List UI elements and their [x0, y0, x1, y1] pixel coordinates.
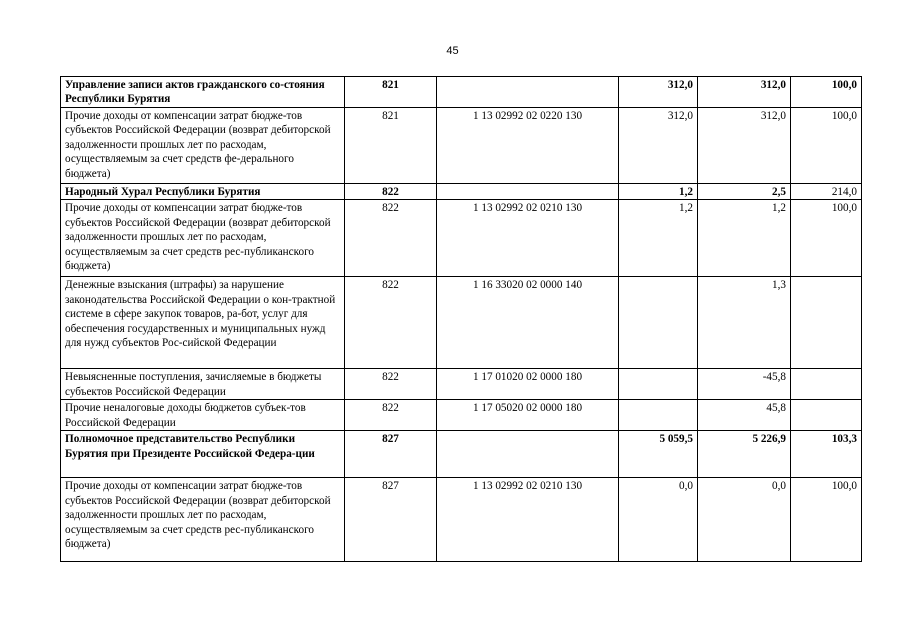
row-plan: 1,2 — [619, 200, 698, 277]
row-plan: 5 059,5 — [619, 431, 698, 478]
table-row — [61, 77, 862, 108]
row-budget-code: 1 16 33020 02 0000 140 — [437, 277, 619, 369]
row-plan — [619, 277, 698, 369]
row-name: Прочие доходы от компенсации затрат бюдже-тов субъектов Российской Федерации (возврат дебиторской задолженности прошлых лет по расходам, осуществляемым за счет средств фе-дерального бюджета) — [61, 108, 345, 184]
row-execution: 1,2 — [698, 200, 791, 277]
row-admin-code: 821 — [345, 77, 437, 108]
row-name: Денежные взыскания (штрафы) за нарушение законодательства Российской Федерации о кон-трактной системе в сфере закупок товаров, ра-бот, услуг для обеспечения государственных и муниципальных нужд для нужд субъектов Рос-сийской Федерации — [61, 277, 345, 369]
table-row — [61, 478, 862, 562]
row-name: Прочие неналоговые доходы бюджетов субъек-тов Российской Федерации — [61, 400, 345, 431]
row-name: Полномочное представительство Республики Бурятия при Президенте Российской Федера-ции — [61, 431, 345, 478]
row-name: Управление записи актов гражданского со-стояния Республики Бурятия — [61, 77, 345, 108]
row-plan: 312,0 — [619, 77, 698, 108]
row-execution: 45,8 — [698, 400, 791, 431]
row-budget-code: 1 13 02992 02 0220 130 — [437, 108, 619, 184]
row-budget-code: 1 13 02992 02 0210 130 — [437, 200, 619, 277]
row-plan: 0,0 — [619, 478, 698, 562]
table-row — [61, 277, 862, 369]
row-percent — [791, 400, 862, 431]
row-name: Прочие доходы от компенсации затрат бюдже-тов субъектов Российской Федерации (возврат дебиторской задолженности прошлых лет по расходам, осуществляемым за счет средств рес-публиканского бюджета) — [61, 478, 345, 562]
row-percent: 100,0 — [791, 478, 862, 562]
row-admin-code: 827 — [345, 431, 437, 478]
row-percent: 214,0 — [791, 184, 862, 200]
row-plan: 312,0 — [619, 108, 698, 184]
row-admin-code: 822 — [345, 369, 437, 400]
row-name: Прочие доходы от компенсации затрат бюдже-тов субъектов Российской Федерации (возврат дебиторской задолженности прошлых лет по расходам, осуществляемым за счет средств рес-публиканского бюджета) — [61, 200, 345, 277]
row-percent — [791, 369, 862, 400]
table-row — [61, 200, 862, 277]
page-number: 45 — [446, 45, 459, 57]
row-percent: 100,0 — [791, 200, 862, 277]
row-admin-code: 822 — [345, 184, 437, 200]
row-execution: 2,5 — [698, 184, 791, 200]
row-execution: 0,0 — [698, 478, 791, 562]
row-admin-code: 822 — [345, 200, 437, 277]
row-budget-code: 1 17 05020 02 0000 180 — [437, 400, 619, 431]
table-row — [61, 369, 862, 400]
table-row — [61, 431, 862, 478]
row-admin-code: 822 — [345, 400, 437, 431]
table-row — [61, 184, 862, 200]
row-admin-code: 821 — [345, 108, 437, 184]
row-admin-code: 822 — [345, 277, 437, 369]
row-budget-code — [437, 431, 619, 478]
row-budget-code: 1 17 01020 02 0000 180 — [437, 369, 619, 400]
row-execution: 1,3 — [698, 277, 791, 369]
row-percent: 103,3 — [791, 431, 862, 478]
row-admin-code: 827 — [345, 478, 437, 562]
row-execution: 312,0 — [698, 77, 791, 108]
row-percent — [791, 277, 862, 369]
row-name: Народный Хурал Республики Бурятия — [61, 184, 345, 200]
row-percent: 100,0 — [791, 108, 862, 184]
row-execution: 5 226,9 — [698, 431, 791, 478]
row-percent: 100,0 — [791, 77, 862, 108]
row-budget-code — [437, 77, 619, 108]
table-row — [61, 108, 862, 184]
table-row — [61, 400, 862, 431]
row-budget-code — [437, 184, 619, 200]
row-name: Невыясненные поступления, зачисляемые в бюджеты субъектов Российской Федерации — [61, 369, 345, 400]
revenue-table — [60, 76, 862, 562]
row-plan: 1,2 — [619, 184, 698, 200]
row-execution: -45,8 — [698, 369, 791, 400]
row-plan — [619, 369, 698, 400]
row-execution: 312,0 — [698, 108, 791, 184]
revenue-table-body — [61, 77, 862, 562]
row-plan — [619, 400, 698, 431]
row-budget-code: 1 13 02992 02 0210 130 — [437, 478, 619, 562]
